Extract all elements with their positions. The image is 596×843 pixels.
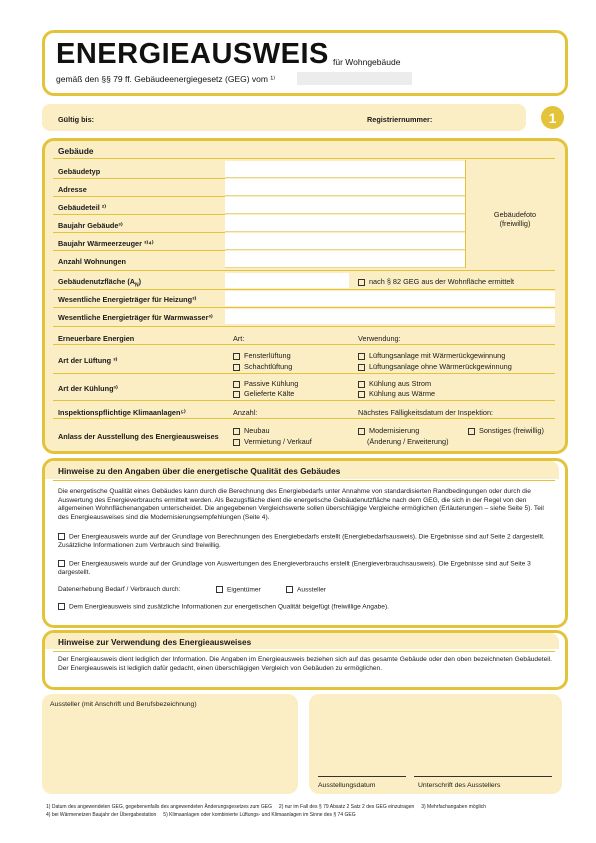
water-carrier-field[interactable] xyxy=(225,309,555,324)
inspection-label: Inspektionspflichtige Klimaanlagen⁵⁾ xyxy=(58,408,186,417)
checkbox[interactable] xyxy=(233,428,240,435)
checkbox[interactable] xyxy=(233,353,240,360)
building-type-field[interactable] xyxy=(225,161,465,178)
validity-bar xyxy=(42,104,526,131)
reason-label: Anlass der Ausstellung des Energieausweises xyxy=(58,432,219,441)
area-option[interactable]: nach § 82 GEG aus der Wohnfläche ermittelt xyxy=(358,277,514,286)
law-reference: gemäß den §§ 79 ff. Gebäudeenergiegesetz (GEG) vom ¹⁾ xyxy=(56,74,276,84)
checkbox[interactable] xyxy=(468,428,475,435)
usage-text: Der Energieausweis dient lediglich der Information. Die Angaben im Energieausweis beziehen sich auf das gesamte Gebäude oder den oben bezeichneten Gebäudeteil. Der Energieausweis ist lediglich dafür gedacht, einen überschlägigen Vergleich von Gebäuden zu ermöglichen. xyxy=(58,656,552,672)
checkbox[interactable] xyxy=(233,381,240,388)
inspection-count-label: Anzahl: xyxy=(233,408,258,417)
building-year-field[interactable] xyxy=(225,215,465,232)
checkbox[interactable] xyxy=(58,533,65,540)
cooling-electric[interactable]: Kühlung aus Strom xyxy=(358,379,431,388)
heating-carrier-field[interactable] xyxy=(225,291,555,306)
apartments-label: Anzahl Wohnungen xyxy=(58,257,126,266)
hints-intro: Die energetische Qualität eines Gebäudes kann durch die Berechnung des Energiebedarfs unter Annahme von standardisierten Randbedingungen oder durch die Auswertung des Energieverbrauchs ermittelt werden. Als Bezugsfläche dient die energetische Gebäudenutzfläche nach dem GEG, die sich in der Regel von den allgemeinen Wohnflächenangaben unterscheidet. Die angegebenen Vergleichswerte sollen überschlägige Vergleiche ermöglichen (Erläuterungen – siehe Seite 5). Teil des Energieausweises sind die Modernisierungsempfehlungen (Seite 4). xyxy=(58,488,544,521)
issuer-box[interactable] xyxy=(42,694,298,794)
ventilation-with-recovery[interactable]: Lüftungsanlage mit Wärmerückgewinnung xyxy=(358,351,505,360)
footnote-line-2: 4) bei Wärmenetzen Baujahr der Übergabestation 5) Klimaanlagen oder kombinierte Lüftungs- und Klimaanlagen im Sinne des § 74 GEG xyxy=(46,812,356,818)
checkbox[interactable] xyxy=(358,391,365,398)
photo-label: Gebäudefoto xyxy=(493,210,537,219)
building-part-field[interactable] xyxy=(225,197,465,214)
area-field[interactable] xyxy=(225,273,349,288)
checkbox[interactable] xyxy=(216,586,223,593)
law-date-field[interactable] xyxy=(297,72,412,85)
data-collection-issuer[interactable]: Aussteller xyxy=(286,586,326,595)
cooling-label: Art der Kühlung³⁾ xyxy=(58,384,118,393)
reason-new-build[interactable]: Neubau xyxy=(233,426,270,435)
hints-option-additional[interactable]: Dem Energieausweis sind zusätzliche Informationen zur energetischen Qualität beigefügt (freiwillige Angabe). xyxy=(58,603,552,612)
checkbox[interactable] xyxy=(58,560,65,567)
registration-label: Registriernummer: xyxy=(367,115,433,124)
checkbox[interactable] xyxy=(58,603,65,610)
renewable-art-label: Art: xyxy=(233,334,245,343)
photo-sub-label: (freiwillig) xyxy=(499,219,531,228)
building-part-label: Gebäudeteil ²⁾ xyxy=(58,203,107,212)
document-title: ENERGIEAUSWEIS xyxy=(56,38,329,70)
hints-option-demand[interactable]: Der Energieausweis wurde auf der Grundlage von Berechnungen des Energiebedarfs erstellt (Energiebedarfsausweis). Die Ergebnisse sind auf Seite 2 dargestellt. Zusätzliche Informationen zum Verbrauch sind freiwillig. xyxy=(58,533,545,549)
renewable-use-label: Verwendung: xyxy=(358,334,401,343)
checkbox[interactable] xyxy=(358,364,365,371)
data-collection-label: Datenerhebung Bedarf / Verbrauch durch: xyxy=(58,586,181,593)
ventilation-shaft[interactable]: Schachtlüftung xyxy=(233,362,292,371)
cooling-delivered[interactable]: Gelieferte Kälte xyxy=(233,389,294,398)
inspection-due-label: Nächstes Fälligkeitsdatum der Inspektion: xyxy=(358,408,494,417)
address-label: Adresse xyxy=(58,185,87,194)
cooling-passive[interactable]: Passive Kühlung xyxy=(233,379,298,388)
document-subtitle: für Wohngebäude xyxy=(333,57,401,67)
usage-title: Hinweise zur Verwendung des Energieausweises xyxy=(58,637,252,647)
building-type-label: Gebäudetyp xyxy=(58,167,101,176)
footnote-line-1: 1) Datum des angewendeten GEG, gegebenenfalls des angewendeten Änderungsgesetzes zum GEG 2) nur im Fall des § 79 Absatz 2 Satz 2 des GEG einzutragen 3) Mehrfachangaben möglich xyxy=(46,804,486,810)
checkbox[interactable] xyxy=(358,353,365,360)
renewable-label: Erneuerbare Energien xyxy=(58,334,135,343)
issuer-label: Aussteller (mit Anschrift und Berufsbezeichnung) xyxy=(50,701,197,708)
area-label: Gebäudenutzfläche $(A_N)$ xyxy=(58,277,142,289)
building-year-label: Baujahr Gebäude³⁾ xyxy=(58,221,123,230)
checkbox[interactable] xyxy=(233,391,240,398)
reason-rent-sale[interactable]: Vermietung / Verkauf xyxy=(233,437,312,446)
hints-title: Hinweise zu den Angaben über die energetische Qualität des Gebäudes xyxy=(58,466,341,476)
ventilation-without-recovery[interactable]: Lüftungsanlage ohne Wärmerückgewinnung xyxy=(358,362,512,371)
reason-other[interactable]: Sonstiges (freiwillig) xyxy=(468,426,544,435)
checkbox[interactable] xyxy=(286,586,293,593)
cooling-heat[interactable]: Kühlung aus Wärme xyxy=(358,389,435,398)
checkbox[interactable] xyxy=(233,364,240,371)
checkbox[interactable] xyxy=(358,381,365,388)
checkbox[interactable] xyxy=(358,428,365,435)
reason-modernisation[interactable]: Modernisierung xyxy=(358,426,419,435)
ventilation-window[interactable]: Fensterlüftung xyxy=(233,351,291,360)
hints-option-consumption[interactable]: Der Energieausweis wurde auf der Grundlage von Auswertungen des Energieverbrauchs erstellt (Energieverbrauchsausweis). Die Ergebnisse sind auf Seite 3 dargestellt. xyxy=(58,560,531,576)
ventilation-label: Art der Lüftung ³⁾ xyxy=(58,356,118,365)
heater-year-field[interactable] xyxy=(225,233,465,250)
page-number-badge: 1 xyxy=(541,106,564,129)
heater-year-label: Baujahr Wärmeerzeuger ³⁾⁴⁾ xyxy=(58,239,154,248)
issue-date-label: Ausstellungsdatum xyxy=(318,782,376,789)
data-collection-owner[interactable]: Eigentümer xyxy=(216,586,261,595)
heating-carrier-label: Wesentliche Energieträger für Heizung³⁾ xyxy=(58,295,197,304)
building-section-title: Gebäude xyxy=(58,146,94,156)
signature-box[interactable] xyxy=(309,694,562,794)
water-carrier-label: Wesentliche Energieträger für Warmwasser³⁾ xyxy=(58,313,213,322)
signature-label: Unterschrift des Ausstellers xyxy=(418,782,501,789)
checkbox[interactable] xyxy=(233,439,240,446)
checkbox[interactable] xyxy=(358,279,365,286)
address-field[interactable] xyxy=(225,179,465,196)
apartments-field[interactable] xyxy=(225,251,465,268)
reason-modernisation-sub: (Änderung / Erweiterung) xyxy=(367,437,449,446)
valid-until-label: Gültig bis: xyxy=(58,115,95,124)
